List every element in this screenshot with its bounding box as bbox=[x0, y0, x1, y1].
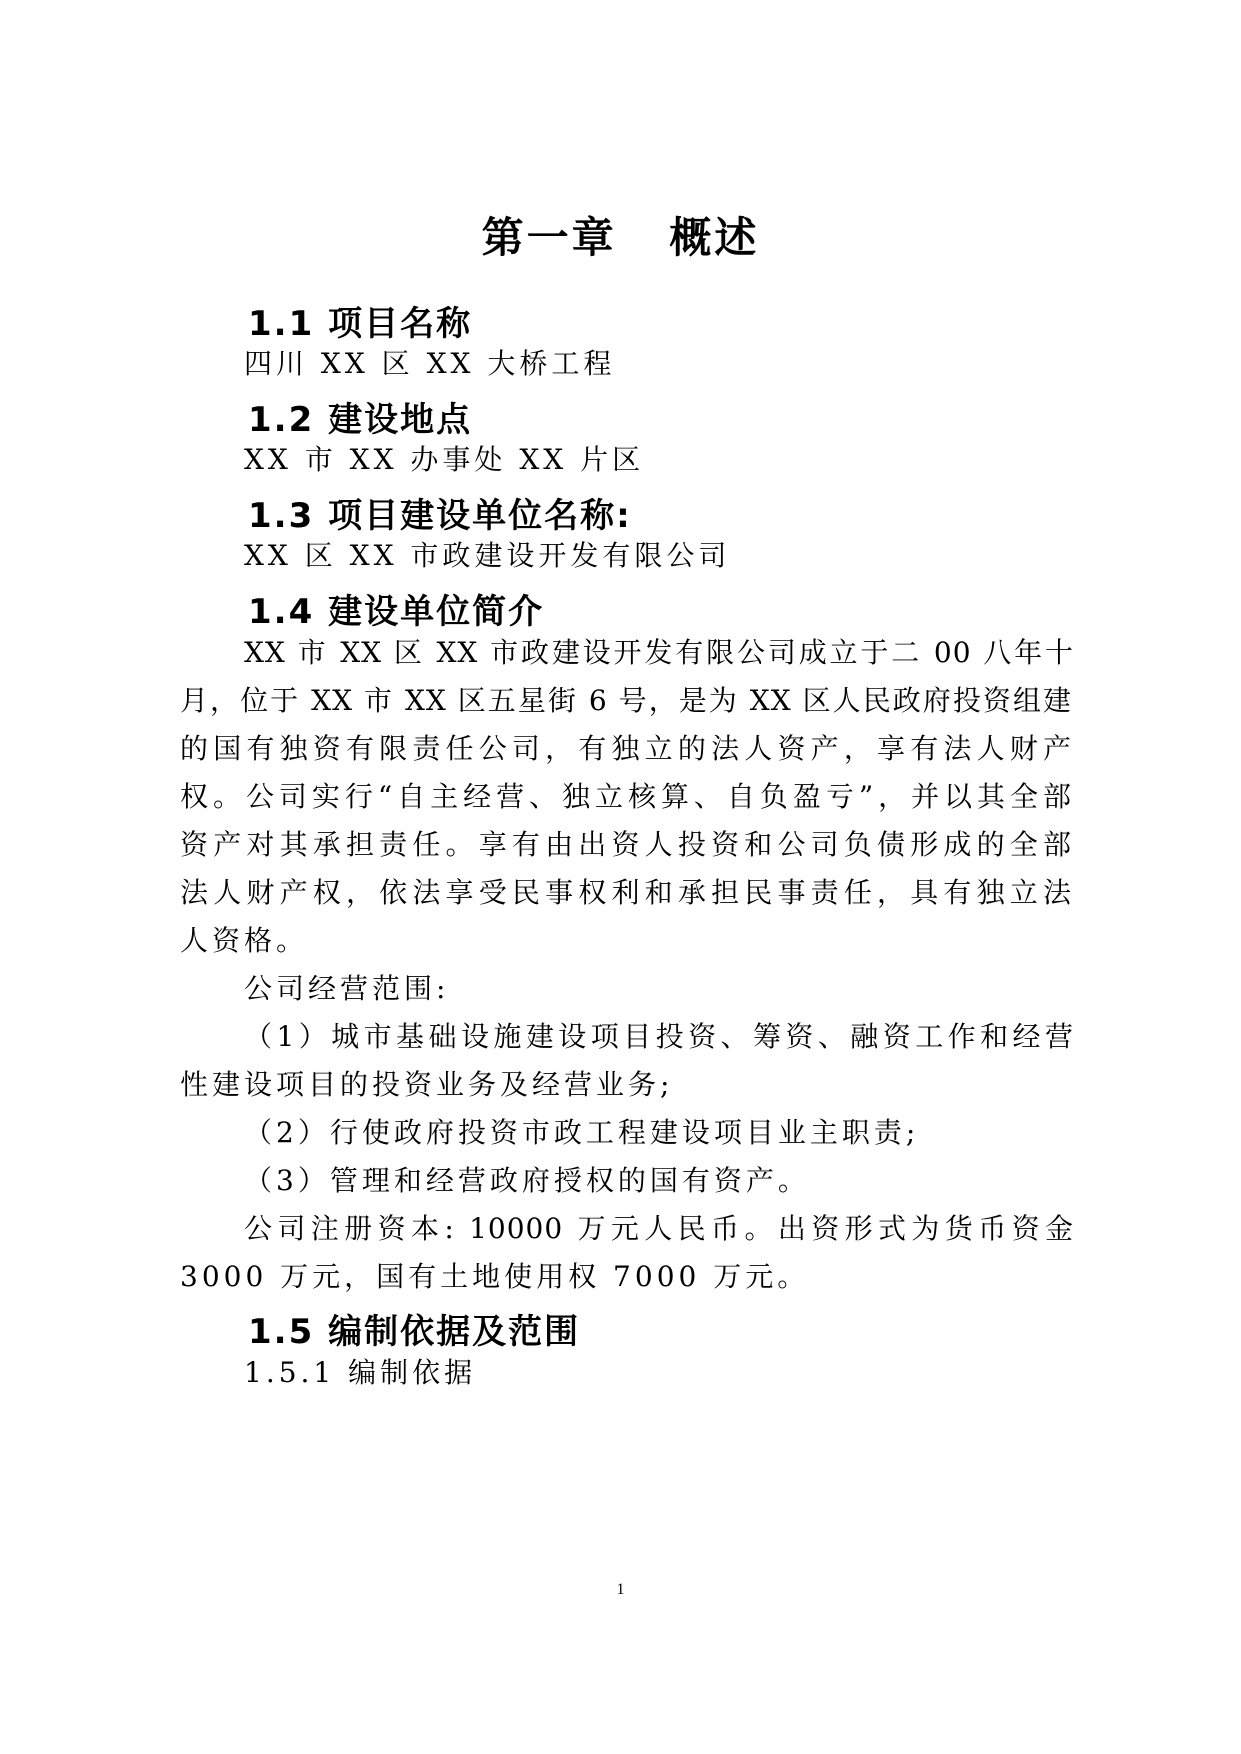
project-name: 四川 XX 区 XX 大桥工程 bbox=[244, 347, 616, 380]
intro-line-6: 法人财产权，依法享受民事权利和承担民事责任，具有独立法 bbox=[180, 876, 1072, 909]
business-scope-label: 公司经营范围: bbox=[244, 972, 450, 1005]
chapter-title: 第一章 概述 bbox=[481, 213, 760, 262]
intro-line-7: 人资格。 bbox=[180, 924, 309, 957]
construction-location: XX 市 XX 办事处 XX 片区 bbox=[244, 443, 645, 476]
business-scope-item-1-line-2: 性建设项目的投资业务及经营业务; bbox=[180, 1068, 674, 1101]
intro-line-2: 月，位于 XX 市 XX 区五星街 6 号，是为 XX 区人民政府投资组建 bbox=[180, 684, 1072, 717]
registered-capital-line-1: 公司注册资本: 10000 万元人民币。出资形式为货币资金 bbox=[244, 1212, 1074, 1245]
intro-line-1: XX 市 XX 区 XX 市政建设开发有限公司成立于二 00 八年十 bbox=[244, 636, 1074, 669]
business-scope-item-1-line-1: （1）城市基础设施建设项目投资、筹资、融资工作和经营 bbox=[244, 1020, 1074, 1053]
section-heading-1-4: 1.4 建设单位简介 bbox=[248, 592, 545, 632]
section-heading-1-5: 1.5 编制依据及范围 bbox=[248, 1312, 581, 1352]
intro-line-4: 权。公司实行“自主经营、独立核算、自负盈亏”，并以其全部 bbox=[180, 780, 1072, 813]
business-scope-item-2: （2）行使政府投资市政工程建设项目业主职责; bbox=[244, 1116, 920, 1149]
section-heading-1-1: 1.1 项目名称 bbox=[248, 304, 473, 344]
registered-capital-line-2: 3000 万元，国有土地使用权 7000 万元。 bbox=[180, 1260, 810, 1293]
page-number: 1 bbox=[616, 1581, 625, 1598]
section-heading-1-2: 1.2 建设地点 bbox=[248, 400, 473, 440]
subsection-heading-1-5-1: 1.5.1 编制依据 bbox=[244, 1356, 477, 1389]
intro-line-3: 的国有独资有限责任公司，有独立的法人资产，享有法人财产 bbox=[180, 732, 1072, 765]
intro-line-5: 资产对其承担责任。享有由出资人投资和公司负债形成的全部 bbox=[180, 828, 1072, 861]
construction-unit-name: XX 区 XX 市政建设开发有限公司 bbox=[244, 539, 731, 572]
section-heading-1-3: 1.3 项目建设单位名称: bbox=[248, 496, 632, 536]
business-scope-item-3: （3）管理和经营政府授权的国有资产。 bbox=[244, 1164, 810, 1197]
